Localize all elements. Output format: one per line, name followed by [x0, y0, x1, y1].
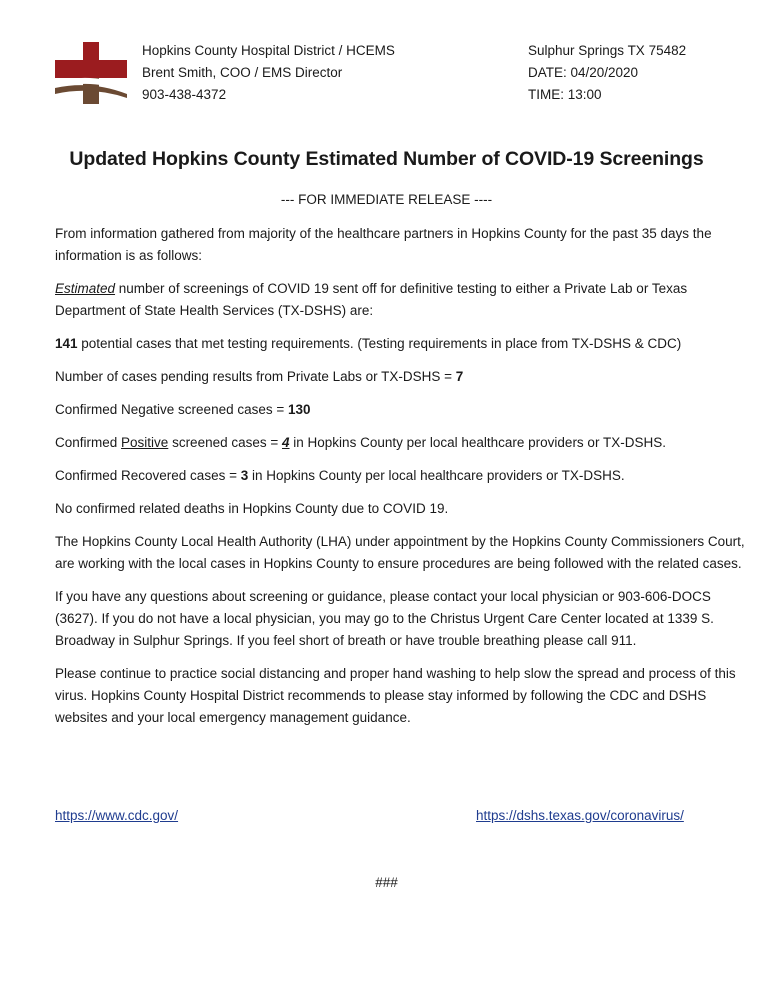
- pending-cases-paragraph: [55, 366, 745, 388]
- release-notice: --- FOR IMMEDIATE RELEASE ----: [280, 192, 493, 207]
- pending-cases-text: Number of cases pending results from Private Labs or TX-DSHS =: [55, 369, 456, 384]
- document-title: Updated Hopkins County Estimated Number of COVID-19 Screenings: [69, 148, 704, 170]
- lha-paragraph: The Hopkins County Local Health Authority (LHA) under appointment by the Hopkins County Commissioners Court, are working with the local cases in Hopkins County to ensure procedures are being followed with the related cases.: [55, 534, 745, 571]
- negative-cases-count: 130: [288, 402, 311, 417]
- header-date: DATE: 04/20/2020: [528, 65, 639, 80]
- estimated-paragraph: [55, 278, 745, 322]
- intro-paragraph: From information gathered from majority of the healthcare partners in Hopkins County for the past 35 days the information is as follows:: [55, 226, 712, 263]
- positive-word: Positive: [121, 435, 169, 450]
- header-date-info: [528, 40, 686, 106]
- recovered-cases-pre: Confirmed Recovered cases =: [55, 468, 241, 483]
- questions-paragraph: If you have any questions about screening or guidance, please contact your local physician or 903-606-DOCS (3627). If you do not have a local physician, you may go to the Christus Urgent Care Center located at 1339 S. Broadway in Sulphur Springs. If you feel short of breath or have trouble breathing please call 911.: [55, 589, 714, 648]
- deaths-paragraph: No confirmed related deaths in Hopkins County due to COVID 19.: [55, 501, 449, 516]
- positive-cases-pre: Confirmed: [55, 435, 122, 450]
- header-organization: Hopkins County Hospital District / HCEMS: [142, 43, 395, 58]
- pending-cases-count: 7: [455, 369, 464, 384]
- positive-cases-mid: screened cases =: [168, 435, 283, 450]
- header-contact-name: Brent Smith, COO / EMS Director: [142, 65, 343, 80]
- potential-cases-paragraph: [55, 333, 745, 355]
- estimated-rest: number of screenings of COVID 19 sent off for definitive testing to either a Private Lab or Texas Department of State Health Services (TX-DSHS) are:: [55, 281, 688, 318]
- recovered-cases-count: 3: [240, 468, 249, 483]
- end-mark: ###: [375, 875, 398, 890]
- positive-cases-post: in Hopkins County per local healthcare providers or TX-DSHS.: [289, 435, 666, 450]
- recovered-cases-post: in Hopkins County per local healthcare providers or TX-DSHS.: [248, 468, 625, 483]
- negative-cases-paragraph: [55, 399, 745, 421]
- estimated-word: Estimated: [55, 281, 116, 296]
- header-time: TIME: 13:00: [528, 87, 602, 102]
- negative-cases-text: Confirmed Negative screened cases =: [55, 402, 288, 417]
- potential-cases-count: 141: [55, 336, 78, 351]
- positive-cases-paragraph: [55, 432, 745, 454]
- cdc-link[interactable]: https://www.cdc.gov/: [55, 808, 179, 823]
- hospital-district-logo: [55, 42, 127, 104]
- recovered-cases-paragraph: [55, 465, 745, 487]
- document-body: [55, 223, 745, 740]
- distancing-paragraph: Please continue to practice social distancing and proper hand washing to help slow the spread and process of this virus. Hopkins County Hospital District recommends to please stay informed by following the CDC and DSHS websites and your local emergency management guidance.: [55, 666, 736, 725]
- positive-cases-count: 4: [282, 435, 290, 450]
- header-location: Sulphur Springs TX 75482: [528, 43, 687, 58]
- header-sender-info: [142, 40, 395, 106]
- potential-cases-text: potential cases that met testing requirements. (Testing requirements in place from TX-DSHS & CDC): [77, 336, 682, 351]
- dshs-link[interactable]: https://dshs.texas.gov/coronavirus/: [476, 808, 684, 823]
- header-phone: 903-438-4372: [142, 87, 227, 102]
